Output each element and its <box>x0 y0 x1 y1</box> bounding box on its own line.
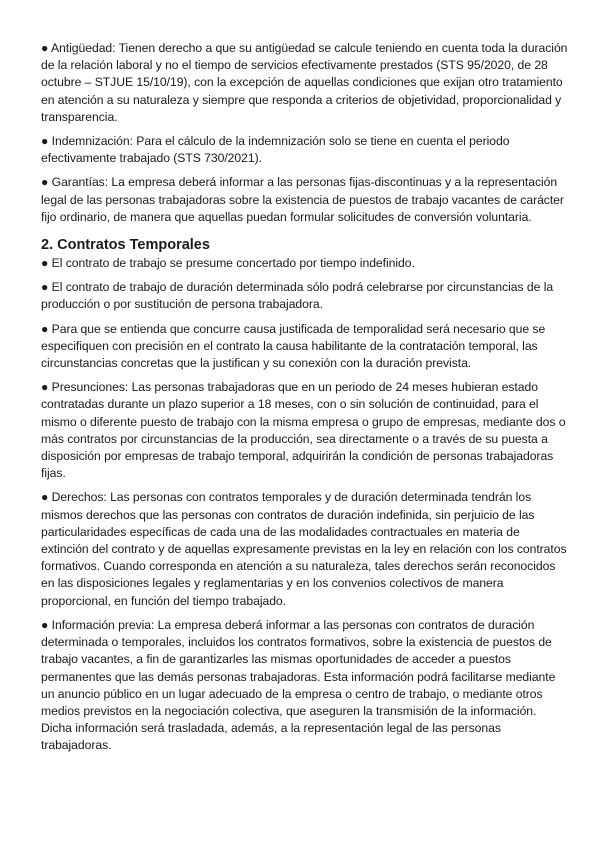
document-page <box>41 40 569 762</box>
paragraph-derechos: ● Derechos: Las personas con contratos temporales y de duración determinada tendrán los mismos derechos que las personas con contratos de duración indefinida, sin perjuicio de las particularidades específicas de cada una de las modalidades contractuales en materia de extinción del contrato y de aquellas expresamente previstas en la ley en relación con los contratos formativos. Cuando corresponda en atención a su naturaleza, tales derechos serán reconocidos en las disposiciones legales y reglamentarias y en los convenios colectivos de manera proporcional, en función del tiempo trabajado. <box>41 490 567 608</box>
paragraph-antiguedad: ● Antigüedad: Tienen derecho a que su antigüedad se calcule teniendo en cuenta toda la duración de la relación laboral y no el tiempo de servicios efectivamente prestados (STS 95/2020, de 28 octubre – STJUE 15/10/19), con la excepción de aquellas condiciones que exijan otro tratamiento en atención a su naturaleza y siempre que responda a criterios de objetividad, proporcionalidad y transparencia. <box>41 41 568 124</box>
paragraph-duracion-determinada: ● El contrato de trabajo de duración determinada sólo podrá celebrarse por circunstancias de la producción o por sustitución de persona trabajadora. <box>41 280 554 312</box>
paragraph-garantias: ● Garantías: La empresa deberá informar a las personas fijas-discontinuas y a la representación legal de las personas trabajadoras sobre la existencia de puestos de trabajo vacantes de carácter fijo ordinario, de manera que aquellas puedan formular solicitudes de conversión voluntaria. <box>41 175 564 224</box>
paragraph-presuncion-indefinido: ● El contrato de trabajo se presume concertado por tiempo indefinido. <box>41 256 415 271</box>
paragraph-causa-justificada: ● Para que se entienda que concurre causa justificada de temporalidad será necesario que se especifiquen con precisión en el contrato la causa habilitante de la contratación temporal, las circunstancias concretas que la justifican y su conexión con la duración prevista. <box>41 321 546 371</box>
paragraph-indemnizacion: ● Indemnización: Para el cálculo de la indemnización solo se tiene en cuenta el periodo efectivamente trabajado (STS 730/2021). <box>41 134 510 166</box>
paragraph-presunciones: ● Presunciones: Las personas trabajadoras que en un periodo de 24 meses hubieran estado contratadas durante un plazo superior a 18 meses, con o sin solución de continuidad, para el mismo o diferente puesto de trabajo con la misma empresa o grupo de empresas, mediante dos o más contratos por circunstancias de la producción, sea directamente o a través de su puesta a disposición por empresas de trabajo temporal, adquirirán la condición de personas trabajadoras fijas. <box>41 380 566 481</box>
paragraph-informacion-previa: ● Información previa: La empresa deberá informar a las personas con contratos de duración determinada o temporales, incluidos los contratos formativos, sobre la existencia de puestos de trabajo vacantes, a fin de garantizarles las mismas oportunidades de acceder a puestos permanentes que las demás personas trabajadoras. Esta información podrá facilitarse mediante un anuncio público en un lugar adecuado de la empresa o centro de trabajo, o mediante otros medios previstos en la negociación colectiva, que aseguren la transmisión de la información. Dicha información será trasladada, además, a la representación legal de las personas trabajadoras. <box>41 617 556 753</box>
section-heading-contratos-temporales: 2. Contratos Temporales <box>41 237 210 254</box>
